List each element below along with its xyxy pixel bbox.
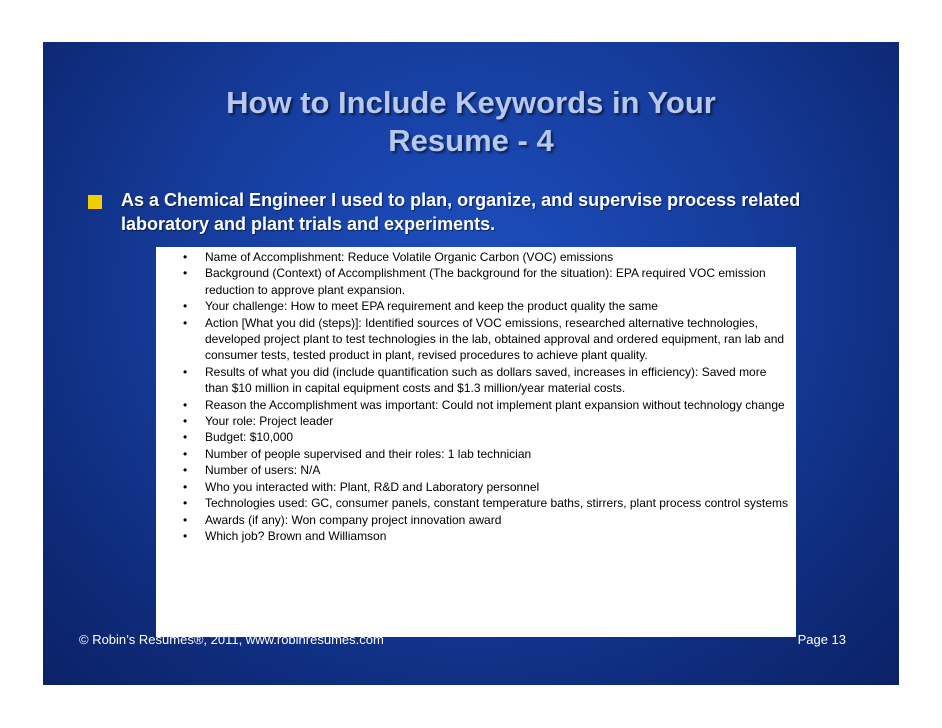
list-item-text: Results of what you did (include quantification such as dollars saved, increases in efficiency): Saved more than $10 million in capital equipment costs and $1.3 million/year material costs. bbox=[205, 364, 767, 396]
square-bullet-icon bbox=[88, 195, 102, 209]
list-item bbox=[156, 397, 796, 413]
list-item-text: Reason the Accomplishment was important: Could not implement plant expansion without technology change bbox=[205, 397, 785, 412]
list-item bbox=[156, 364, 796, 397]
list-item-text: Your role: Project leader bbox=[205, 414, 334, 429]
list-item-text: Action [What you did (steps)]: Identified sources of VOC emissions, researched alternative technologies, developed project plant to test technologies in the lab, obtained approval and ordered equipment, ran lab and consumer tests, tested product in plant, revised procedures to achieve plant quality. bbox=[205, 315, 785, 363]
slide-title bbox=[43, 84, 899, 160]
title-line-1: How to Include Keywords in Your bbox=[226, 85, 716, 120]
list-item-text: Who you interacted with: Plant, R&D and Laboratory personnel bbox=[205, 479, 540, 494]
title-line-2: Resume - 4 bbox=[388, 123, 554, 158]
details-box bbox=[156, 247, 796, 637]
list-item bbox=[156, 265, 796, 298]
list-item bbox=[156, 249, 796, 265]
footer-copyright: © Robin’s Resumes®, 2011, www.robinresumes.com bbox=[79, 632, 384, 647]
list-item bbox=[156, 315, 796, 364]
list-item bbox=[156, 413, 796, 429]
list-item-text: Your challenge: How to meet EPA requirement and keep the product quality the same bbox=[205, 299, 658, 314]
list-item-text: Budget: $10,000 bbox=[205, 430, 294, 445]
list-item-text: Background (Context) of Accomplishment (The background for the situation): EPA required VOC emission reduction to approve plant expansion. bbox=[205, 266, 766, 297]
bullet-dot-icon: • bbox=[183, 299, 188, 314]
list-item bbox=[156, 512, 796, 528]
list-item bbox=[156, 462, 796, 478]
list-item bbox=[156, 298, 796, 314]
bullet-dot-icon: • bbox=[183, 266, 188, 281]
details-list bbox=[156, 247, 796, 544]
list-item bbox=[156, 429, 796, 445]
bullet-dot-icon: • bbox=[183, 250, 188, 264]
footer-page-number: Page 13 bbox=[797, 632, 846, 647]
list-item-text: Name of Accomplishment: Reduce Volatile Organic Carbon (VOC) emissions bbox=[205, 250, 614, 264]
bullet-dot-icon: • bbox=[183, 430, 188, 445]
bullet-dot-icon: • bbox=[183, 397, 188, 412]
list-item-text: Number of people supervised and their roles: 1 lab technician bbox=[205, 446, 532, 461]
bullet-dot-icon: • bbox=[183, 414, 188, 429]
bullet-dot-icon: • bbox=[183, 446, 188, 461]
main-bullet-text: As a Chemical Engineer I used to plan, organize, and supervise process related laboratory and plant trials and experiments. bbox=[121, 190, 801, 234]
bullet-dot-icon: • bbox=[183, 315, 188, 330]
bullet-dot-icon: • bbox=[183, 528, 188, 543]
list-item bbox=[156, 528, 796, 544]
list-item bbox=[156, 479, 796, 495]
bullet-dot-icon: • bbox=[183, 364, 188, 379]
list-item-text: Technologies used: GC, consumer panels, constant temperature baths, stirrers, plant process control systems bbox=[205, 496, 788, 511]
list-item bbox=[156, 495, 796, 511]
list-item-text: Awards (if any): Won company project innovation award bbox=[205, 512, 502, 527]
slide bbox=[43, 42, 899, 685]
bullet-dot-icon: • bbox=[183, 512, 188, 527]
list-item bbox=[156, 446, 796, 462]
list-item-text: Number of users: N/A bbox=[205, 463, 321, 478]
bullet-dot-icon: • bbox=[183, 479, 188, 494]
list-item-text: Which job? Brown and Williamson bbox=[205, 528, 387, 543]
bullet-dot-icon: • bbox=[183, 463, 188, 478]
bullet-dot-icon: • bbox=[183, 496, 188, 511]
